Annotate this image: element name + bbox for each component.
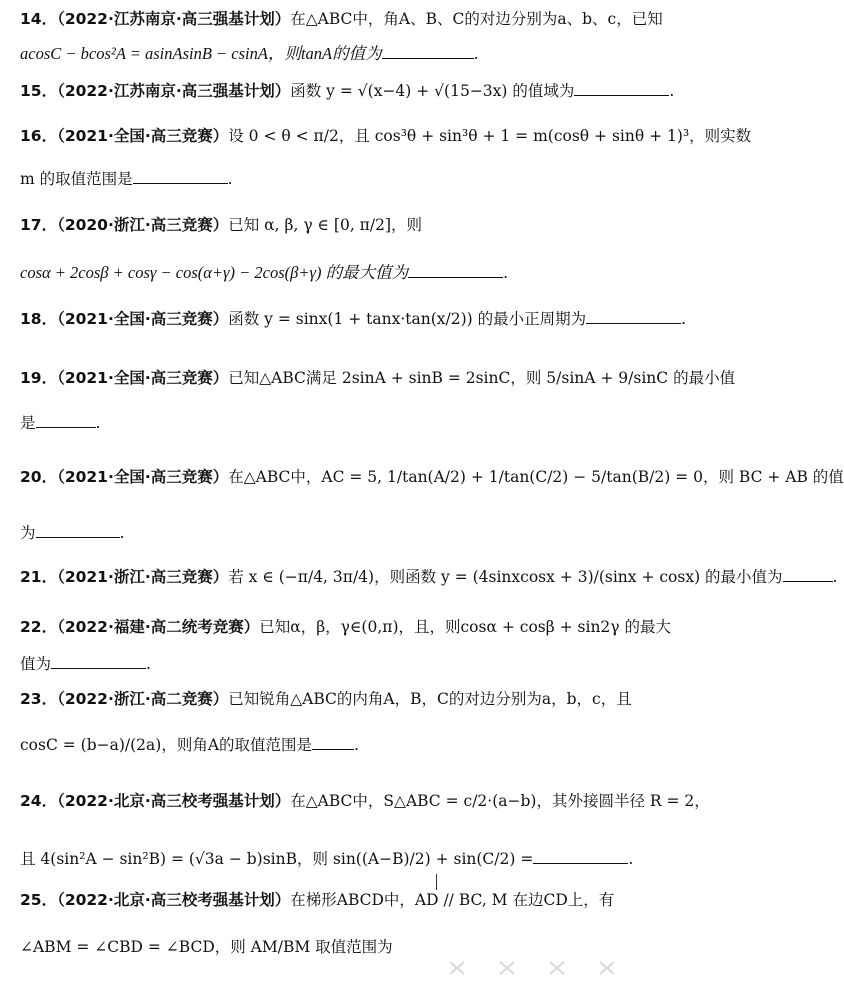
problem-14-text-2: acosC − bcos²A = asinAsinB − csinA，则tanA的值为 (20, 44, 382, 63)
problem-18-text-1: 函数 y = sinx(1 + tanx·tan(x/2)) 的最小正周期为 (228, 310, 587, 328)
watermark-decoration (430, 956, 670, 980)
problem-15-header: 15．（2022·江苏南京·高三强基计划） (20, 82, 291, 100)
problem-22-line-2: 值为 . (20, 655, 151, 673)
problem-18-line-1: 18．（2021·全国·高三竞赛）函数 y = sinx(1 + tanx·tan(x/2)) 的最小正周期为 . (20, 310, 687, 328)
problem-22-header: 22．（2022·福建·高二统考竞赛） (20, 618, 260, 636)
problem-14-text-1: 在△ABC中，角A、B、C的对边分别为a、b、c，已知 (290, 10, 663, 28)
problem-20-text-2: 为 (20, 524, 36, 542)
problem-23-line-1 (20, 688, 632, 710)
problem-20-line-1 (20, 466, 844, 488)
problem-18-header: 18．（2021·全国·高三竞赛） (20, 310, 229, 328)
problem-17-header: 17．（2020·浙江·高三竞赛） (20, 216, 229, 234)
problem-24-text-2: 且 4(sin²A − sin²B) = (√3a − b)sinB，则 sin((A−B)/2) + sin(C/2) = (20, 850, 534, 868)
problem-25-text-2: ∠ABM = ∠CBD = ∠BCD，则 AM/BM 取值范围为 (20, 938, 393, 956)
problem-16-line-2: m 的取值范围是 . (20, 170, 233, 188)
answer-blank[interactable] (133, 169, 228, 184)
problem-25-line-1 (20, 889, 614, 911)
problem-15-line-1: 15．（2022·江苏南京·高三强基计划）函数 y = √(x−4) + √(15−3x) 的值域为 . (20, 82, 675, 100)
problem-24-header: 24．（2022·北京·高三校考强基计划） (20, 792, 291, 810)
problem-14-line-2: acosC − bcos²A = asinAsinB − csinA，则tanA的值为 . (20, 44, 479, 63)
problem-19-header: 19．（2021·全国·高三竞赛） (20, 369, 229, 387)
problem-16-header: 16．（2021·全国·高三竞赛） (20, 127, 229, 145)
text-cursor (436, 874, 445, 890)
answer-blank[interactable] (783, 567, 833, 582)
problem-25-line-2 (20, 936, 393, 958)
problem-25-text-1: 在梯形ABCD中，AD // BC, M 在边CD上，有 (290, 891, 615, 909)
problem-14-header: 14．（2022·江苏南京·高三强基计划） (20, 10, 291, 28)
problem-24-line-2: 且 4(sin²A − sin²B) = (√3a − b)sinB，则 sin((A−B)/2) + sin(C/2) = . (20, 850, 634, 868)
problem-23-text-2: cosC = (b−a)/(2a)，则角A的取值范围是 (20, 736, 313, 754)
answer-blank[interactable] (312, 735, 354, 750)
problem-19-line-1 (20, 367, 735, 389)
problem-24-text-1: 在△ABC中，S△ABC = c/2·(a−b)，其外接圆半径 R = 2， (290, 792, 710, 810)
problem-20-text-1: 在△ABC中，AC = 5, 1/tan(A/2) + 1/tan(C/2) − 5/tan(B/2) = 0，则 BC + AB 的值 (228, 468, 844, 486)
problem-25-header: 25．（2022·北京·高三校考强基计划） (20, 891, 291, 909)
answer-blank[interactable] (586, 309, 681, 324)
answer-blank[interactable] (382, 44, 474, 59)
problem-17-line-1 (20, 214, 422, 236)
problem-21-line-1: 21．（2021·浙江·高三竞赛）若 x ∈ (−π/4, 3π/4)，则函数 y = (4sinxcosx + 3)/(sinx + cosx) 的最小值为 . (20, 568, 838, 586)
problem-16-line-1 (20, 125, 751, 147)
problem-20-line-2: 为 . (20, 524, 125, 542)
problem-17-text-2: cosα + 2cosβ + cosγ − cos(α+γ) − 2cos(β+γ) 的最大值为 (20, 263, 409, 282)
problem-17-text-1: 已知 α, β, γ ∈ [0, π/2]，则 (228, 216, 422, 234)
problem-20-header: 20．（2021·全国·高三竞赛） (20, 468, 229, 486)
answer-blank[interactable] (408, 263, 503, 278)
problem-16-text-1: 设 0 < θ < π/2，且 cos³θ + sin³θ + 1 = m(cosθ + sinθ + 1)³，则实数 (228, 127, 752, 145)
problem-23-header: 23．（2022·浙江·高二竞赛） (20, 690, 229, 708)
problem-16-text-2: m 的取值范围是 (20, 170, 133, 188)
answer-blank[interactable] (533, 849, 628, 864)
problem-19-text-2: 是 (20, 414, 36, 432)
problem-22-text-1: 已知α，β，γ∈(0,π)，且，则cosα + cosβ + sin2γ 的最大 (259, 618, 671, 636)
problem-15-text-1: 函数 y = √(x−4) + √(15−3x) 的值域为 (290, 82, 575, 100)
problem-14-line-1 (20, 8, 663, 30)
answer-blank[interactable] (36, 413, 96, 428)
answer-blank[interactable] (36, 523, 120, 538)
answer-blank[interactable] (51, 654, 146, 669)
problem-24-line-1 (20, 790, 710, 812)
problem-22-text-2: 值为 (20, 655, 52, 673)
problem-19-text-1: 已知△ABC满足 2sinA + sinB = 2sinC，则 5/sinA + 9/sinC 的最小值 (228, 369, 736, 387)
answer-blank[interactable] (574, 81, 669, 96)
problem-23-line-2: cosC = (b−a)/(2a)，则角A的取值范围是 . (20, 736, 359, 754)
problem-22-line-1 (20, 616, 671, 638)
problem-19-line-2: 是 . (20, 414, 101, 432)
problem-21-text-1: 若 x ∈ (−π/4, 3π/4)，则函数 y = (4sinxcosx + 3)/(sinx + cosx) 的最小值为 (228, 568, 783, 586)
problem-17-line-2: cosα + 2cosβ + cosγ − cos(α+γ) − 2cos(β+γ) 的最大值为 . (20, 263, 509, 282)
problem-21-header: 21．（2021·浙江·高三竞赛） (20, 568, 229, 586)
problem-23-text-1: 已知锐角△ABC的内角A，B，C的对边分别为a，b，c，且 (228, 690, 632, 708)
